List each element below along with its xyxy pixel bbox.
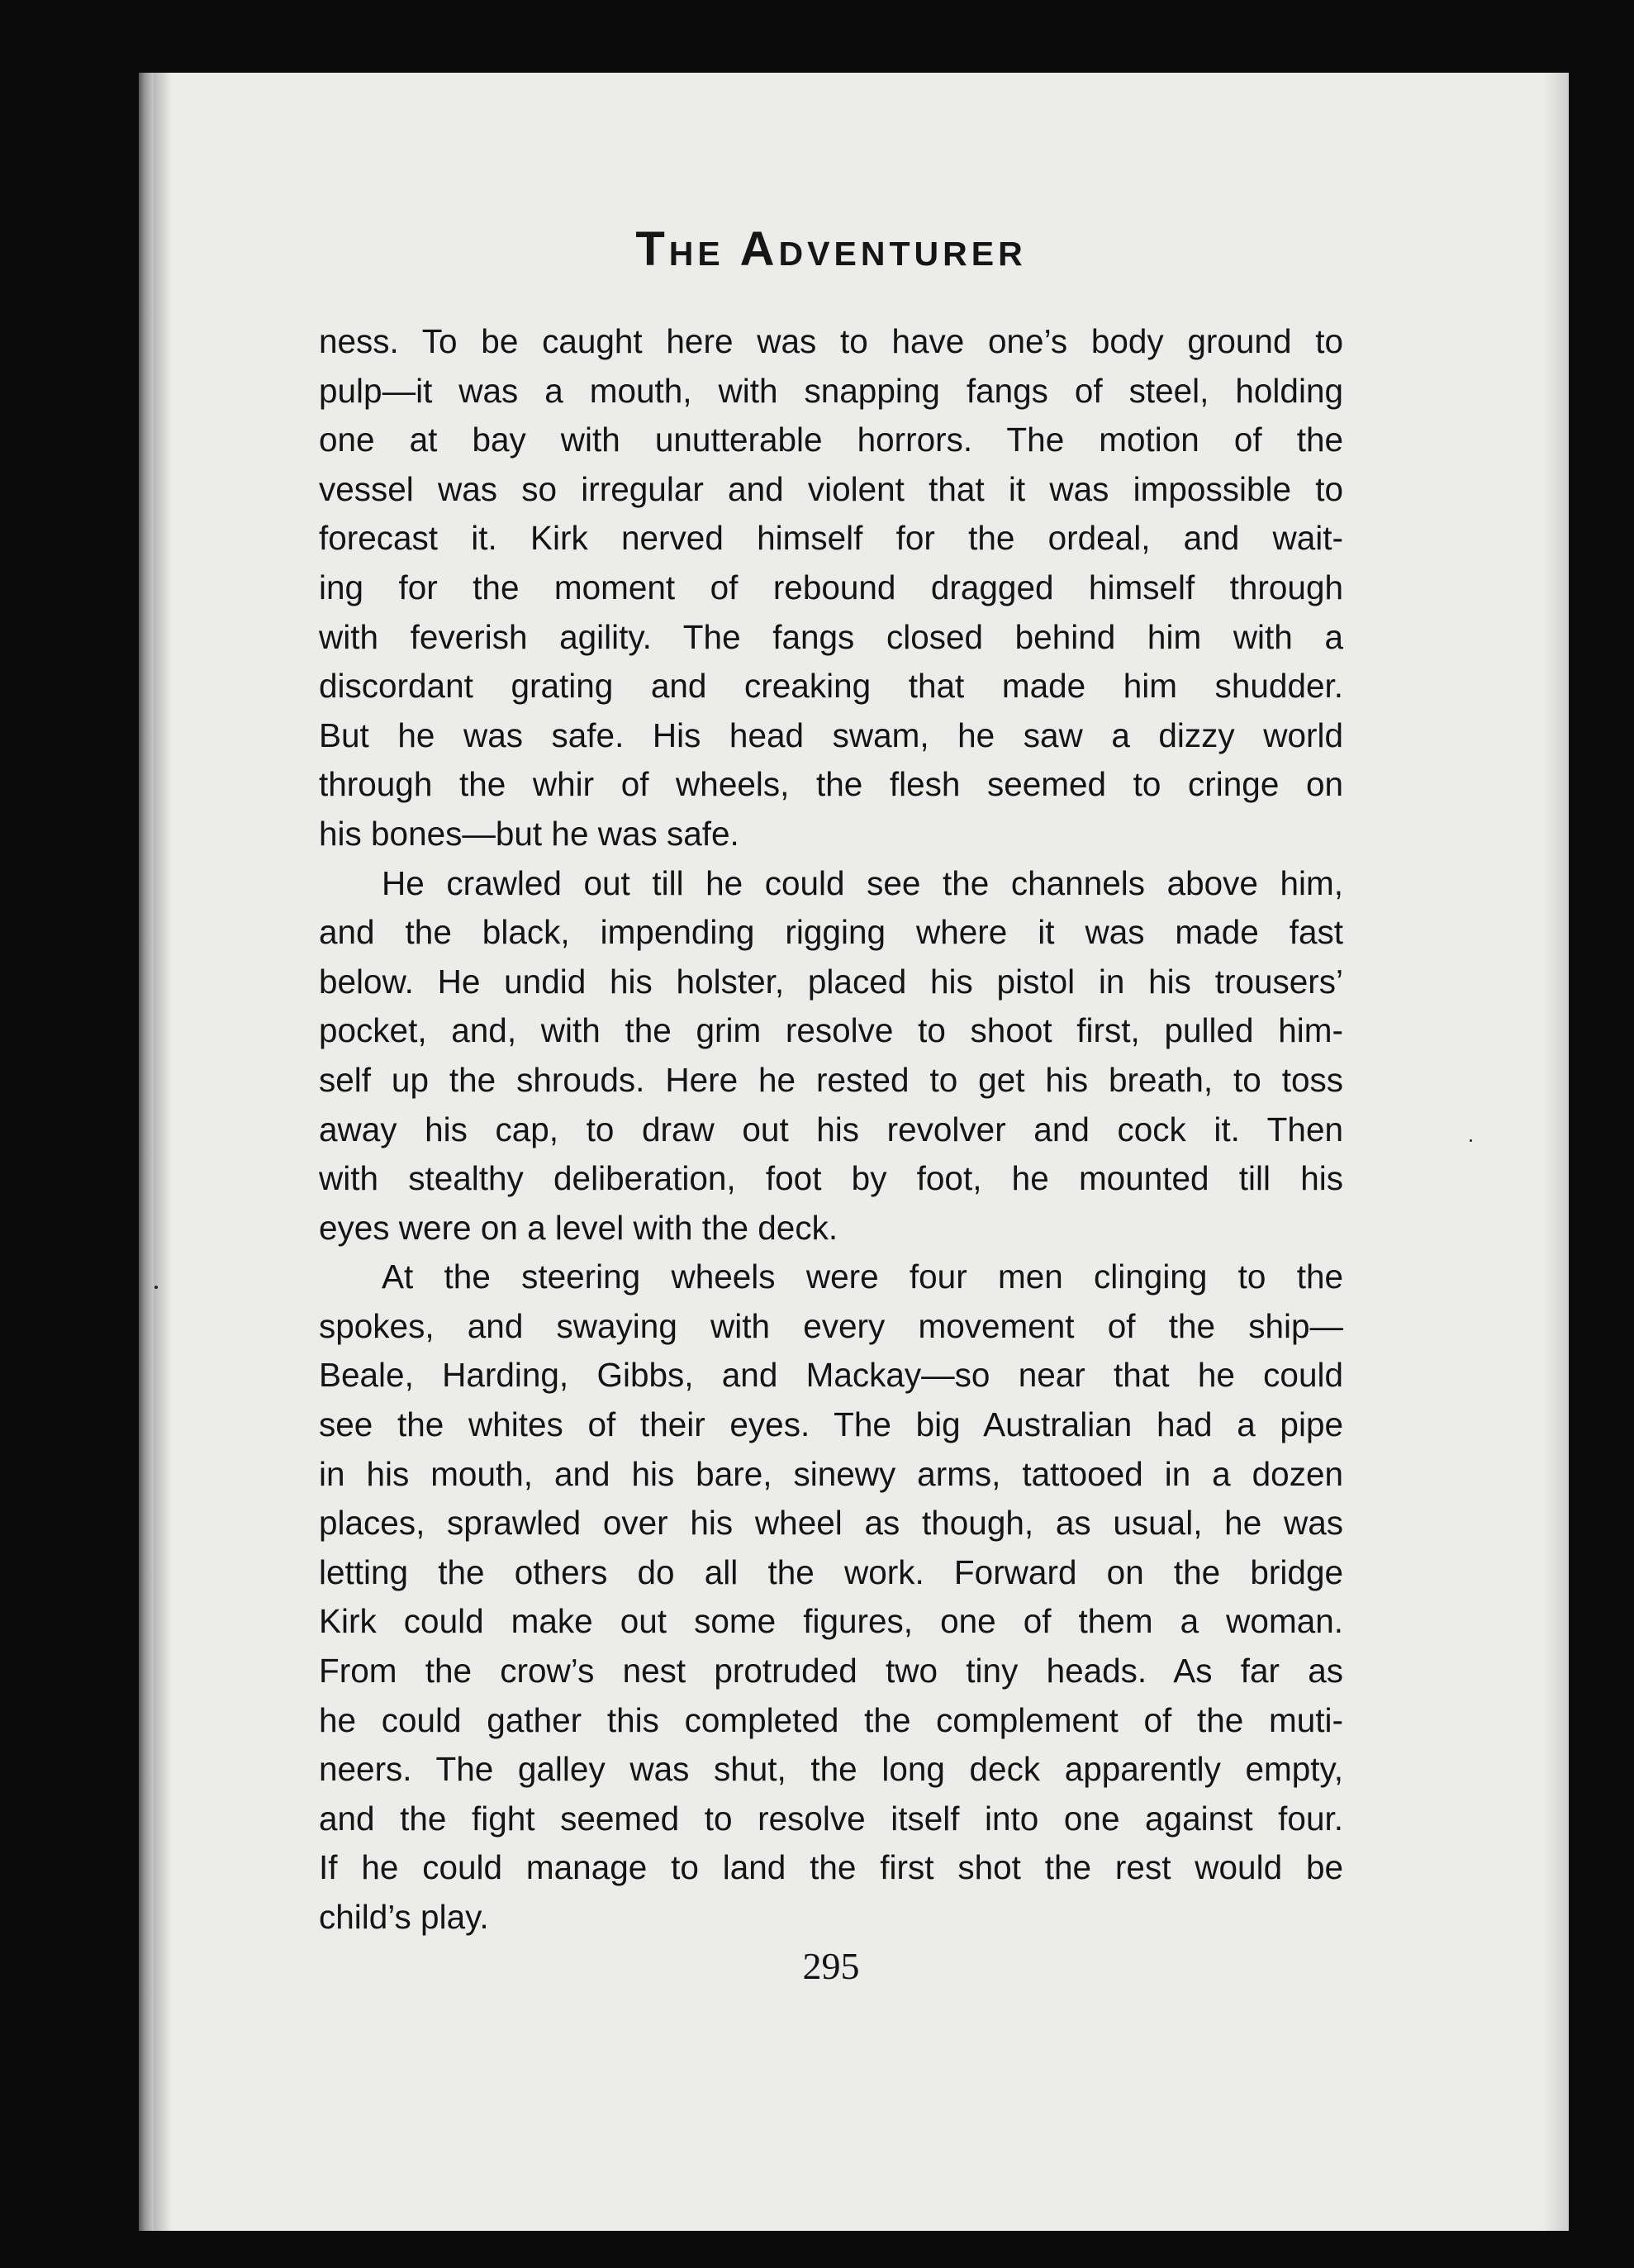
text-line: with stealthy deliberation, foot by foot, he mounted till his [319, 1159, 1343, 1198]
print-speck [154, 1286, 158, 1289]
running-head: The Adventurer [635, 222, 1027, 276]
text-line: ing for the moment of rebound dragged himself through [319, 568, 1343, 606]
text-line: through the whir of wheels, the flesh seemed to cringe on [319, 765, 1343, 804]
text-line: in his mouth, and his bare, sinewy arms, tattooed in a dozen [319, 1454, 1343, 1493]
text-line: vessel was so irregular and violent that it was impossible to [319, 469, 1343, 508]
print-speck [1470, 1139, 1472, 1142]
text-line: he could gather this completed the complement of the muti- [319, 1700, 1343, 1739]
text-line: pocket, and, with the grim resolve to shoot first, pulled him- [319, 1011, 1343, 1050]
page-edge-shadow [1543, 73, 1569, 2231]
text-line: one at bay with unutterable horrors. The motion of the [319, 421, 1343, 459]
text-line: He crawled out till he could see the channels above him, [382, 863, 1343, 902]
text-line: with feverish agility. The fangs closed behind him with a [319, 617, 1343, 656]
text-line: forecast it. Kirk nerved himself for the ordeal, and wait- [319, 519, 1343, 558]
text-line: From the crow’s nest protruded two tiny heads. As far as [319, 1652, 1343, 1690]
text-line: At the steering wheels were four men clinging to the [382, 1258, 1343, 1296]
text-line: If he could manage to land the first shot the rest would be [319, 1848, 1343, 1887]
text-line: places, sprawled over his wheel as though, as usual, he was [319, 1504, 1343, 1543]
body-text [319, 317, 1343, 1942]
text-line: self up the shrouds. Here he rested to get his breath, to toss [319, 1060, 1343, 1099]
text-line: away his cap, to draw out his revolver and cock it. Then [319, 1110, 1343, 1148]
text-line: ness. To be caught here was to have one’s body ground to [319, 322, 1343, 360]
text-line: Kirk could make out some figures, one of them a woman. [319, 1602, 1343, 1641]
text-line: spokes, and swaying with every movement of the ship— [319, 1306, 1343, 1345]
text-line: his bones—but he was safe. [319, 814, 739, 853]
text-line: letting the others do all the work. Forward on the bridge [319, 1552, 1343, 1591]
text-line: below. He undid his holster, placed his pistol in his trousers’ [319, 962, 1343, 1001]
text-line: neers. The galley was shut, the long deck apparently empty, [319, 1750, 1343, 1789]
text-line: pulp—it was a mouth, with snapping fangs of steel, holding [319, 371, 1343, 410]
text-line: and the black, impending rigging where it was made fast [319, 913, 1343, 952]
page-number: 295 [802, 1945, 860, 1987]
text-line: and the fight seemed to resolve itself into one against four. [319, 1799, 1343, 1838]
text-line: child’s play. [319, 1898, 489, 1936]
text-line: discordant grating and creaking that made him shudder. [319, 667, 1343, 706]
gutter-shadow [154, 73, 172, 2231]
text-line: Beale, Harding, Gibbs, and Mackay—so near that he could [319, 1356, 1343, 1395]
text-line: eyes were on a level with the deck. [319, 1208, 838, 1247]
text-line: But he was safe. His head swam, he saw a dizzy world [319, 716, 1343, 754]
text-line: see the whites of their eyes. The big Australian had a pipe [319, 1405, 1343, 1444]
